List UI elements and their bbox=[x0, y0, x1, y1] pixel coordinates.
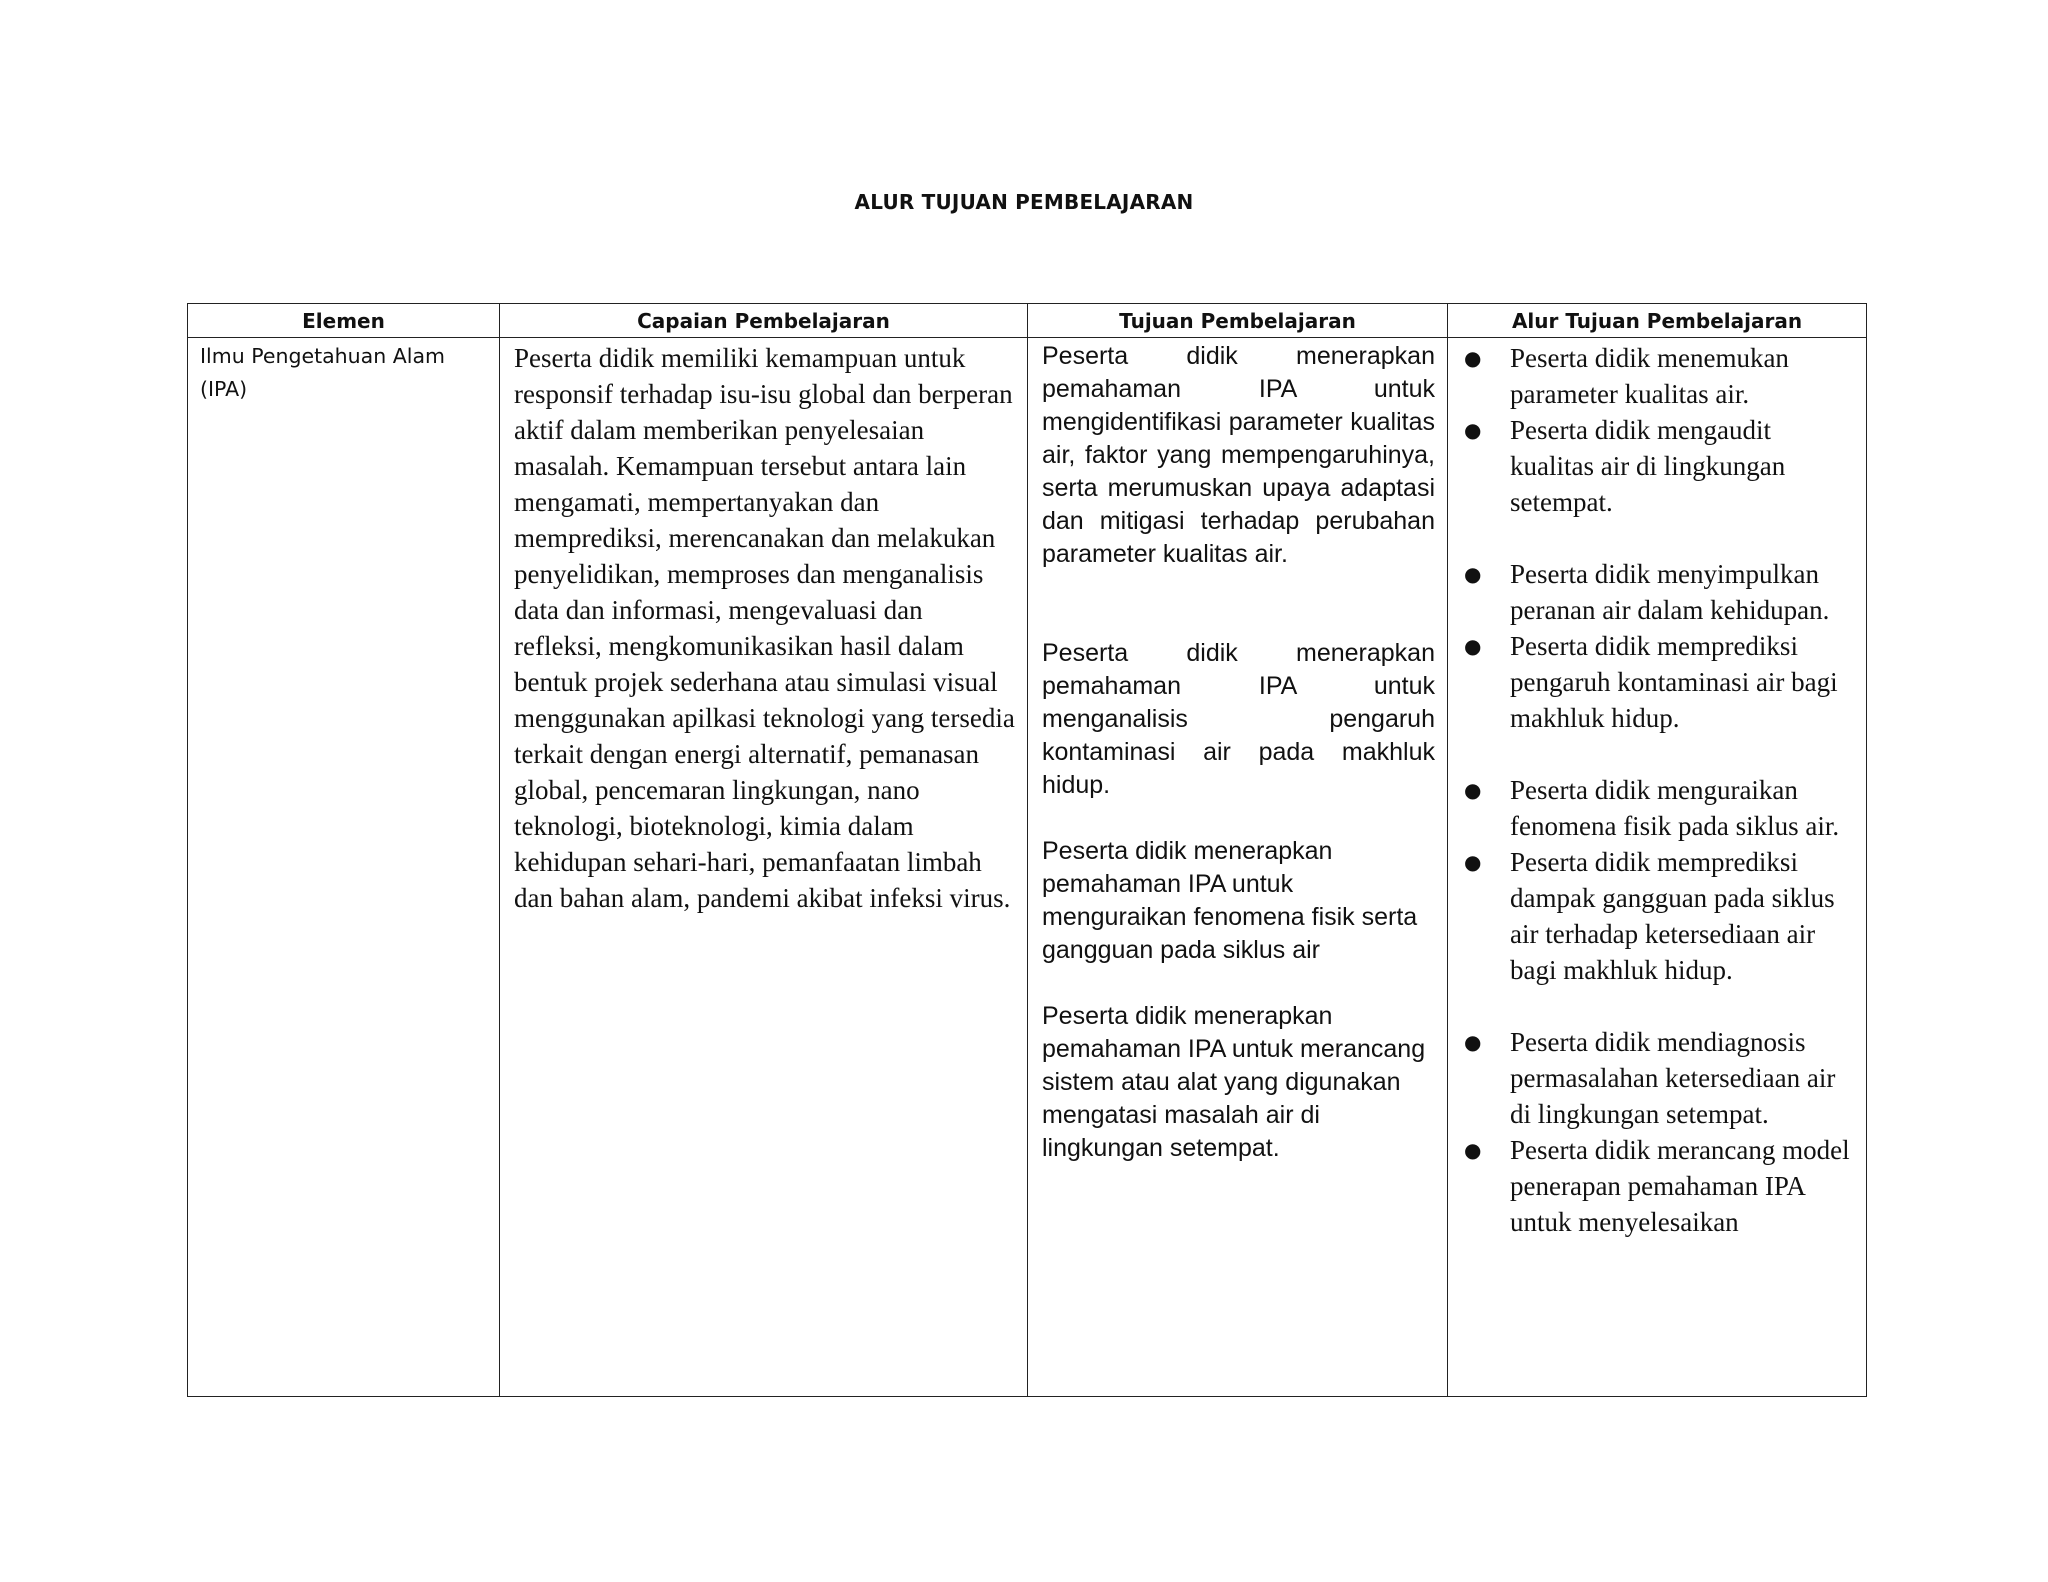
bullet-icon: ● bbox=[1464, 1030, 1482, 1054]
list-item: ● Peserta didik merancang model penerapan pemahaman IPA untuk menyelesaikan bbox=[1464, 1132, 1856, 1240]
tujuan-paragraph-2: Peserta didik menerapkan pemahaman IPA untuk menganalisis pengaruh kontaminasi air pada makhluk hidup. bbox=[1042, 639, 1435, 799]
list-item: ● Peserta didik memprediksi dampak gangguan pada siklus air terhadap ketersediaan air bagi makhluk hidup. bbox=[1464, 844, 1856, 988]
cell-capaian: Peserta didik memiliki kemampuan untuk responsif terhadap isu-isu global dan berperan aktif dalam memberikan penyelesaian masalah. Kemampuan tersebut antara lain mengamati, mempertanyakan dan memprediksi, merencanakan dan melakukan penyelidikan, memproses dan menganalisis data dan informasi, mengevaluasi dan refleksi, mengkomunikasikan hasil dalam bentuk projek sederhana atau simulasi visual menggunakan apilkasi teknologi yang tersedia terkait dengan energi alternatif, pemanasan global, pencemaran lingkungan, nano teknologi, bioteknologi, kimia dalam kehidupan sehari-hari, pemanfaatan limbah dan bahan alam, pandemi akibat infeksi virus. bbox=[500, 338, 1028, 1397]
bullet-icon: ● bbox=[1464, 346, 1482, 370]
bullet-icon: ● bbox=[1464, 850, 1482, 874]
learning-goals-table bbox=[187, 303, 1867, 1397]
bullet-icon: ● bbox=[1464, 562, 1482, 586]
tujuan-paragraph-1: Peserta didik menerapkan pemahaman IPA untuk mengidentifikasi parameter kualitas air, faktor yang mempengaruhinya, serta merumuskan upaya adaptasi dan mitigasi terhadap perubahan parameter kualitas air. bbox=[1042, 342, 1435, 568]
cell-elemen: Ilmu Pengetahuan Alam (IPA) bbox=[188, 338, 500, 1397]
header-tujuan: Tujuan Pembelajaran bbox=[1028, 304, 1448, 338]
bullet-icon: ● bbox=[1464, 778, 1482, 802]
tujuan-paragraph-4: Peserta didik menerapkan pemahaman IPA untuk merancang sistem atau alat yang digunakan mengatasi masalah air di lingkungan setempat. bbox=[1042, 1002, 1426, 1162]
tujuan-paragraph-3: Peserta didik menerapkan pemahaman IPA untuk menguraikan fenomena fisik serta gangguan pada siklus air bbox=[1042, 837, 1418, 964]
alur-list bbox=[1464, 340, 1856, 1240]
bullet-icon: ● bbox=[1464, 418, 1482, 442]
page-title: ALUR TUJUAN PEMBELAJARAN bbox=[854, 190, 1194, 214]
list-item: ● Peserta didik menemukan parameter kualitas air. bbox=[1464, 340, 1856, 412]
cell-alur bbox=[1448, 338, 1867, 1397]
table-header-row bbox=[188, 304, 1867, 338]
list-item: ● Peserta didik mendiagnosis permasalahan ketersediaan air di lingkungan setempat. bbox=[1464, 1024, 1856, 1132]
list-item: ● Peserta didik menguraikan fenomena fisik pada siklus air. bbox=[1464, 772, 1856, 844]
list-item: ● Peserta didik menyimpulkan peranan air dalam kehidupan. bbox=[1464, 556, 1856, 628]
list-item: ● Peserta didik memprediksi pengaruh kontaminasi air bagi makhluk hidup. bbox=[1464, 628, 1856, 736]
bullet-icon: ● bbox=[1464, 1138, 1482, 1162]
bullet-icon: ● bbox=[1464, 634, 1482, 658]
cell-tujuan bbox=[1028, 338, 1448, 1397]
table-row bbox=[188, 338, 1867, 1397]
list-item: ● Peserta didik mengaudit kualitas air di lingkungan setempat. bbox=[1464, 412, 1856, 520]
header-elemen: Elemen bbox=[188, 304, 500, 338]
header-alur: Alur Tujuan Pembelajaran bbox=[1448, 304, 1867, 338]
header-capaian: Capaian Pembelajaran bbox=[500, 304, 1028, 338]
